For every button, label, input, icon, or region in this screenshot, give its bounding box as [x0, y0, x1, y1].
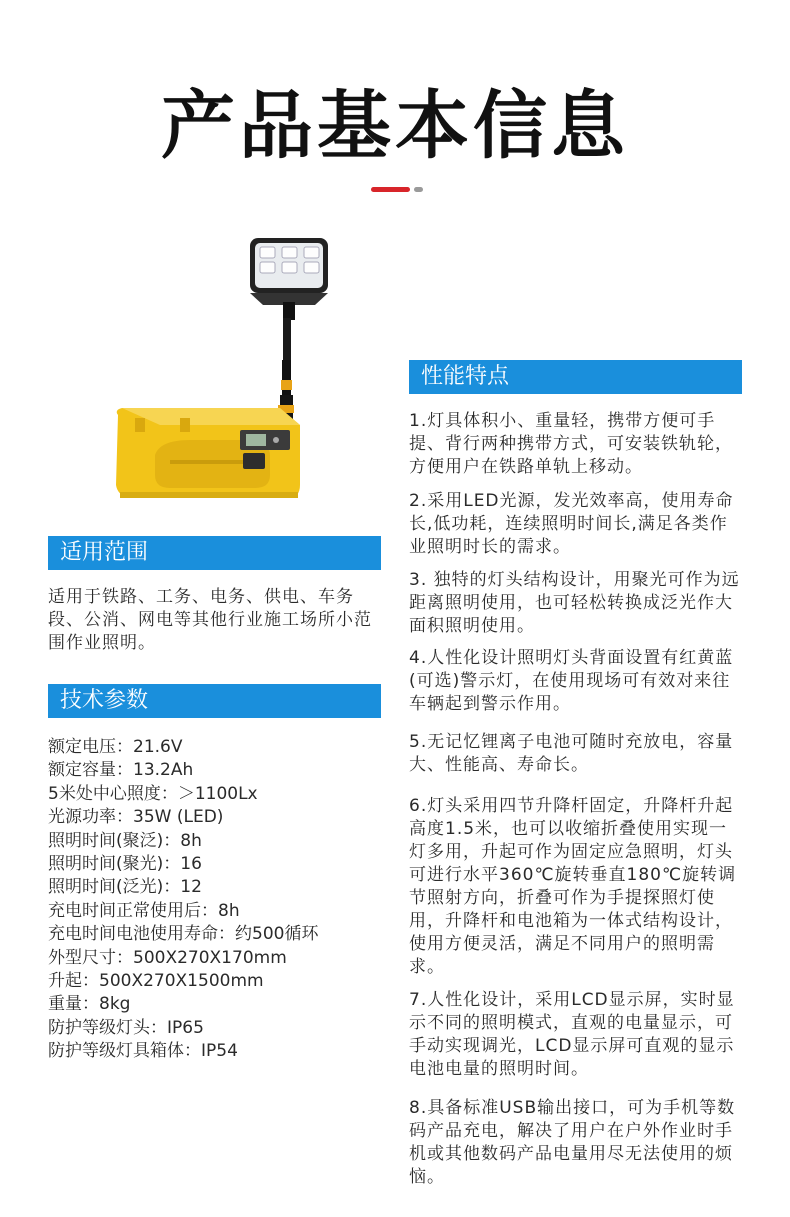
feature-item-6: 6.灯头采用四节升降杆固定，升降杆升起高度1.5米，也可以收缩折叠使用实现一灯多用，升起可作为固定应急照明，灯头可进行水平360℃旋转垂直180℃旋转调节照射方向，折叠可作为手提探照灯使用，升降杆和电池箱为一体式结构设计，使用方便灵活，满足不同用户的照明需求。	[409, 796, 737, 977]
spec-item: 光源功率：35W (LED)	[48, 807, 224, 828]
spec-item: 额定容量：13.2Ah	[48, 760, 194, 781]
spec-item: 照明时间(聚泛)：8h	[48, 830, 202, 851]
spec-item: 重量：8kg	[48, 994, 131, 1015]
spec-item: 防护等级灯头：IP65	[48, 1017, 204, 1038]
page-title: 产品基本信息	[161, 83, 629, 169]
spec-item: 照明时间(泛光)：12	[48, 877, 202, 898]
spec-item: 照明时间(聚光)：16	[48, 854, 202, 875]
feature-item-7: 7.人性化设计，采用LCD显示屏，实时显示不同的照明模式，直观的电量显示，可手动实现调光，LCD显示屏可直观的显示电池电量的照明时间。	[409, 990, 735, 1079]
spec-item: 外型尺寸：500X270X170mm	[48, 947, 287, 968]
spec-item: 充电时间正常使用后：8h	[48, 900, 240, 921]
title-underline-grey	[414, 187, 423, 192]
spec-item: 防护等级灯具箱体：IP54	[48, 1041, 238, 1062]
spec-item: 5米处中心照度：＞1100Lx	[48, 783, 258, 804]
feature-item-4: 4.人性化设计照明灯头背面设置有红黄蓝(可选)警示灯，在使用现场可有效对来往车辆起到警示作用。	[409, 648, 734, 714]
spec-item: 升起：500X270X1500mm	[48, 971, 264, 992]
spec-item: 充电时间电池使用寿命：约500循环	[48, 924, 319, 945]
tech-heading: 技术参数	[48, 684, 381, 718]
tech-spec-list	[48, 736, 378, 1064]
spec-item: 额定电压：21.6V	[48, 737, 183, 757]
feature-item-1: 1.灯具体积小、重量轻，携带方便可手提、背行两种携带方式，可安装铁轨轮，方便用户在铁路单轨上移动。	[409, 411, 733, 477]
feature-item-8: 8.具备标准USB输出接口，可为手机等数码产品充电，解决了用户在户外作业时手机或其他数码产品电量用尽无法使用的烦恼。	[409, 1098, 736, 1187]
scope-text: 适用于铁路、工务、电务、供电、车务段、公消、网电等其他行业施工场所小范围作业照明。	[48, 587, 372, 653]
feature-item-5: 5.无记忆锂离子电池可随时充放电，容量大、性能高、寿命长。	[409, 732, 734, 775]
feature-item-2: 2.采用LED光源，发光效率高，使用寿命长,低功耗，连续照明时间长,满足各类作业照明时长的需求。	[409, 491, 734, 557]
features-heading: 性能特点	[409, 360, 742, 394]
feature-item-3: 3. 独特的灯头结构设计，用聚光可作为远距离照明使用，也可轻松转换成泛光作大面积照明使用。	[409, 570, 740, 636]
title-underline-red	[371, 187, 410, 192]
scope-heading: 适用范围	[48, 536, 381, 570]
portable-lighting-case-icon	[100, 230, 400, 520]
